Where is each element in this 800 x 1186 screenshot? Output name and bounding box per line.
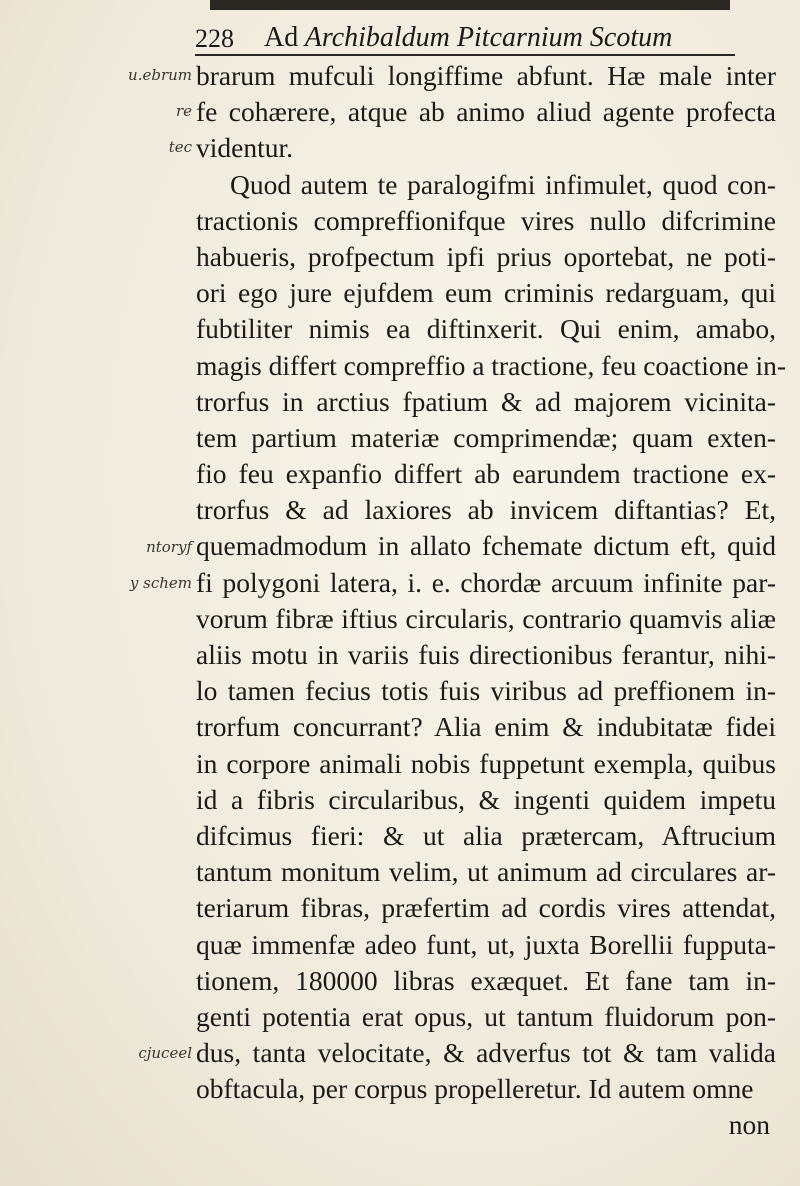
margin-note: y schem xyxy=(129,574,192,592)
text-line: teriarum fibras, præfertim ad cordis vires attendat, xyxy=(196,892,776,924)
text-line: habueris, profpectum ipfi prius oportebat, ne poti- xyxy=(196,240,776,272)
text-line: tionem, 180000 libras exæquet. Et fane tam in- xyxy=(196,964,776,996)
text-line: fubtiliter nimis ea diftinxerit. Qui enim, amabo, xyxy=(196,313,776,345)
text-line: fio feu expanfio differt ab earundem tractione ex- xyxy=(196,458,776,490)
running-header xyxy=(195,18,735,56)
margin-note: cjuceel xyxy=(138,1044,192,1062)
text-line: lo tamen fecius totis fuis viribus ad preffionem in- xyxy=(196,675,776,707)
text-line: tem partium materiæ comprimendæ; quam exten- xyxy=(196,421,776,453)
text-line: in corpore animali nobis fuppetunt exempla, quibus xyxy=(196,747,776,779)
text-line: genti potentia erat opus, ut tantum fluidorum pon- xyxy=(196,1000,776,1032)
text-line: magis differt compreffio a tractione, feu coactione in- xyxy=(196,349,786,381)
running-title-prefix: Ad xyxy=(264,22,299,53)
text-line: tantum monitum velim, ut animum ad circulares ar- xyxy=(196,856,776,888)
text-line: quemadmodum in allato fchemate dictum eft, quid xyxy=(196,530,776,562)
text-line: aliis motu in variis fuis directionibus ferantur, nihi- xyxy=(196,639,776,670)
text-line: quæ immenfæ adeo funt, ut, juxta Borellii fupputa- xyxy=(196,928,776,960)
text-line: fi polygoni latera, i. e. chordæ arcuum infinite par- xyxy=(196,566,776,598)
text-line: vorum fibræ iftius circularis, contrario quamvis aliæ xyxy=(196,602,776,634)
text-line: fe cohærere, atque ab animo aliud agente profecta xyxy=(196,96,776,128)
text-line: dus, tanta velocitate, & adverfus tot & tam valida xyxy=(196,1037,776,1069)
text-line: ori ego jure ejufdem eum criminis redarguam, qui xyxy=(196,277,776,309)
margin-note: u.ebrum xyxy=(128,66,192,84)
text-line: difcimus fieri: & ut alia prætercam, Aftrucium xyxy=(196,819,776,851)
page-number: 228 xyxy=(195,24,234,53)
text-line: trorfus in arctius fpatium & ad majorem vicinita- xyxy=(196,385,776,417)
text-line: obftacula, per corpus propelleretur. Id autem omne xyxy=(196,1073,754,1105)
top-rule xyxy=(210,0,730,10)
body-text xyxy=(196,58,786,1144)
margin-note: re xyxy=(175,102,192,120)
text-line: videntur. xyxy=(196,132,294,164)
text-line: tractionis compreffionifque vires nullo difcrimine xyxy=(196,204,776,236)
margin-note: ntoryf xyxy=(146,538,192,556)
text-line: brarum mufculi longiffime abfunt. Hæ male inter xyxy=(196,60,776,91)
margin-note: tec xyxy=(168,138,192,156)
running-title xyxy=(264,22,672,54)
running-title-rest: Archibaldum Pitcarnium Scotum xyxy=(304,22,673,53)
text-line: trorfum concurrant? Alia enim & indubitatæ fidei xyxy=(196,711,776,743)
text-line: Quod autem te paralogifmi infimulet, quod con- xyxy=(230,168,776,200)
text-line: trorfus & ad laxiores ab invicem diftantias? Et, xyxy=(196,494,776,526)
text-line: id a fibris circularibus, & ingenti quidem impetu xyxy=(196,783,776,815)
catchword: non xyxy=(728,1109,770,1141)
